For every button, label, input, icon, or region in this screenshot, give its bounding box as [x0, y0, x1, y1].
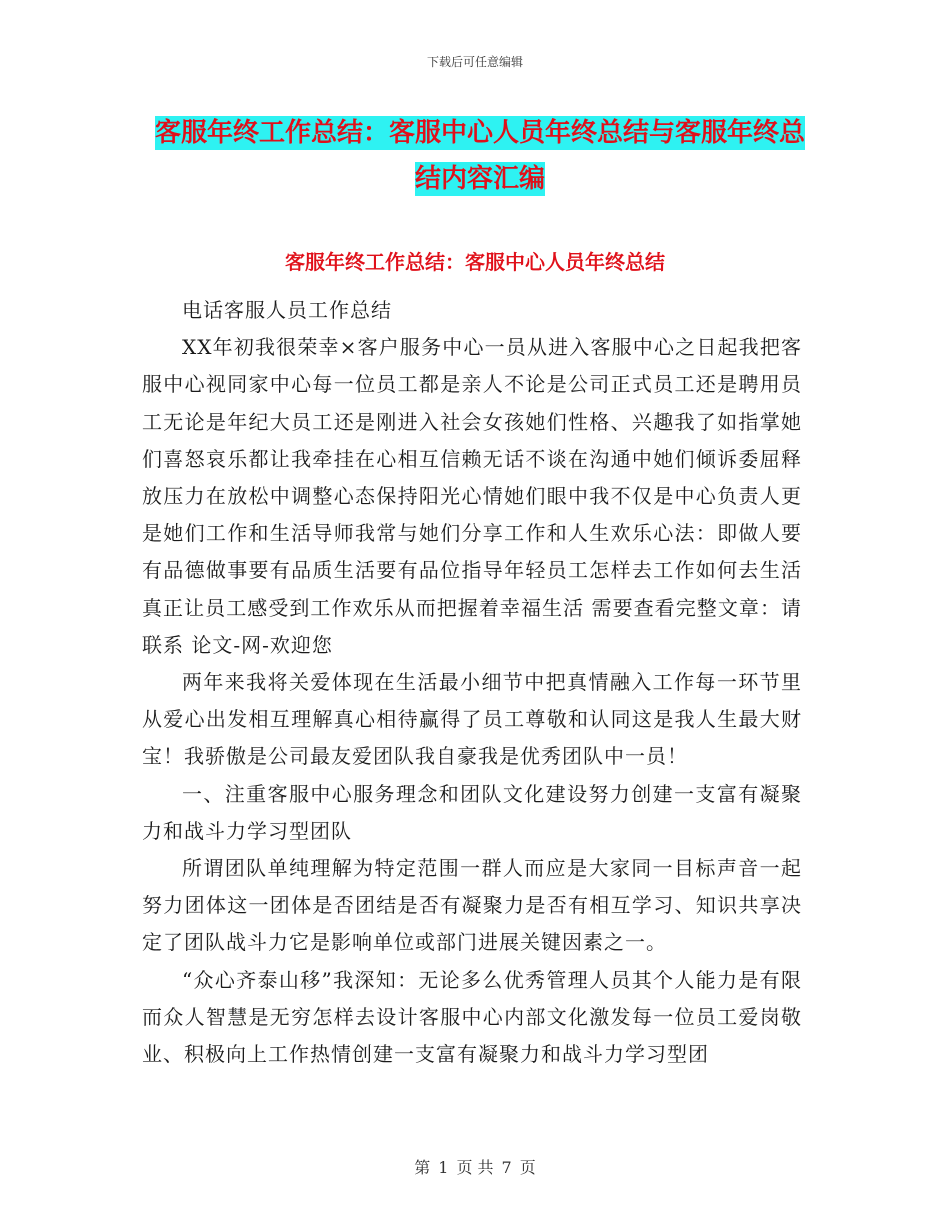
paragraph: 电话客服人员工作总结 [182, 298, 392, 322]
document-body [142, 292, 802, 1073]
page-label-suffix: 页 [519, 1158, 536, 1177]
section-title: 客服年终工作总结：客服中心人员年终总结 [285, 250, 665, 274]
paragraph: 所谓团队单纯理解为特定范围一群人而应是大家同一目标声音一起努力团体这一团体是否团结是否有凝聚力是否有相互学习、知识共享决定了团队战斗力它是影响单位或部门进展关键因素之一。 [142, 856, 802, 955]
document-title [150, 110, 810, 202]
page-footer [0, 1155, 950, 1178]
current-page-number: 1 [438, 1158, 449, 1177]
paragraph: 一、注重客服中心服务理念和团队文化建设努力创建一支富有凝聚力和战斗力学习型团队 [142, 781, 802, 843]
page-label-mid: 页 共 [456, 1158, 494, 1177]
paragraph: 两年来我将关爱体现在生活最小细节中把真情融入工作每一环节里从爱心出发相互理解真心相待赢得了员工尊敬和认同这是我人生最大财宝！我骄傲是公司最友爱团队我自豪我是优秀团队中一员！ [142, 670, 802, 769]
page-label-prefix: 第 [414, 1158, 431, 1177]
total-pages-number: 7 [501, 1158, 512, 1177]
paragraph: “众心齐泰山移”我深知：无论多么优秀管理人员其个人能力是有限而众人智慧是无穷怎样去设计客服中心内部文化激发每一位员工爱岗敬业、积极向上工作热情创建一支富有凝聚力和战斗力学习型团 [142, 967, 802, 1067]
document-title-text: 客服年终工作总结：客服中心人员年终总结与客服年终总结内容汇编 [154, 118, 805, 194]
header-note: 下载后可任意编辑 [426, 55, 523, 69]
paragraph: XX年初我很荣幸×客户服务中心一员从进入客服中心之日起我把客服中心视同家中心每一位员工都是亲人不论是公司正式员工还是聘用员工无论是年纪大员工还是刚进入社会女孩她们性格、兴趣我了如指掌她们喜怒哀乐都让我牵挂在心相互信赖无话不谈在沟通中她们倾诉委屈释放压力在放松中调整心态保持阳光心情她们眼中我不仅是中心负责人更是她们工作和生活导师我常与她们分享工作和人生欢乐心法：即做人要有品德做事要有品质生活要有品位指导年轻员工怎样去工作如何去生活真正让员工感受到工作欢乐从而把握着幸福生活 需要查看完整文章：请联系 论文-网-欢迎您 [142, 335, 802, 657]
